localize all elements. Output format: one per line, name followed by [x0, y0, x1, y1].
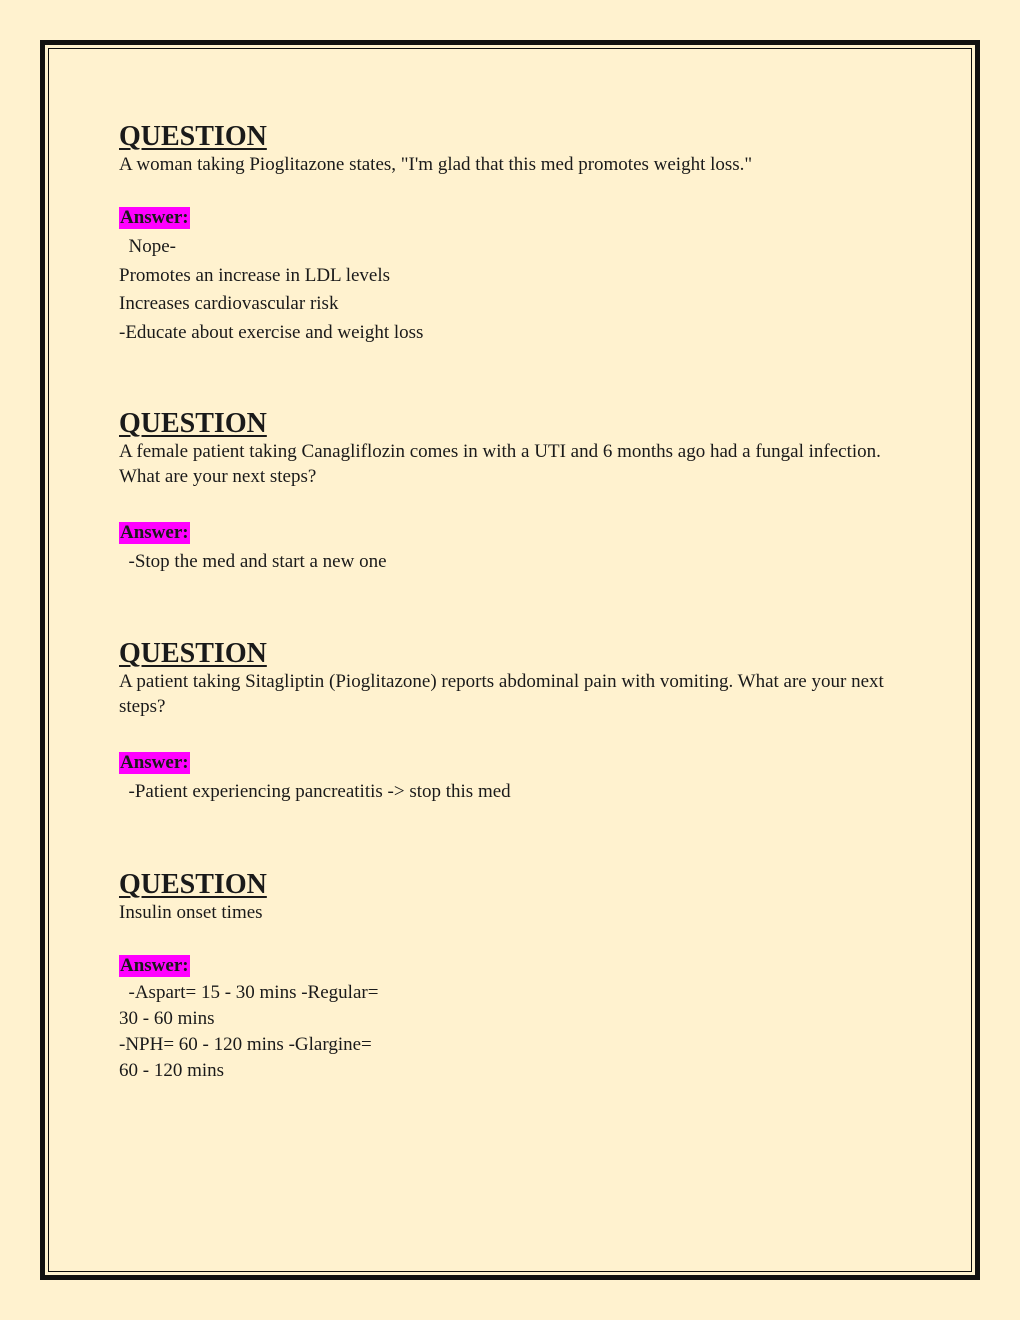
answer-label: Answer:	[120, 207, 189, 228]
answer-line: -Patient experiencing pancreatitis -> stop this med	[119, 781, 511, 802]
answer-line: 60 - 120 mins	[119, 1060, 225, 1081]
question-heading: QUESTION	[119, 408, 267, 439]
answer-label: Answer:	[120, 752, 189, 773]
question-text: A woman taking Pioglitazone states, "I'm glad that this med promotes weight loss."	[119, 154, 753, 175]
question-block-2	[119, 409, 909, 577]
answer-line: -Educate about exercise and weight loss	[119, 321, 424, 343]
answer-line: Promotes an increase in LDL levels	[119, 264, 391, 286]
question-block-3	[119, 639, 909, 807]
answer-label: Answer:	[120, 955, 189, 976]
answer-line: Increases cardiovascular risk	[119, 293, 339, 314]
question-block-1	[119, 122, 909, 347]
question-heading: QUESTION	[119, 121, 267, 152]
question-text: A patient taking Sitagliptin (Pioglitazone) reports abdominal pain with vomiting. What are your next steps?	[119, 671, 884, 717]
question-heading: QUESTION	[119, 869, 267, 900]
answer-line: 30 - 60 mins	[119, 1008, 215, 1029]
answer-line: Nope-	[119, 236, 176, 257]
answer-label: Answer:	[120, 522, 189, 543]
question-text: Insulin onset times	[119, 902, 263, 923]
answer-line: -Stop the med and start a new one	[119, 551, 387, 572]
question-block-4	[119, 870, 909, 1084]
answer-line: -NPH= 60 - 120 mins -Glargine=	[119, 1034, 372, 1055]
answer-line: -Aspart= 15 - 30 mins -Regular=	[119, 982, 379, 1003]
question-heading: QUESTION	[119, 638, 267, 669]
question-text: A female patient taking Canagliflozin comes in with a UTI and 6 months ago had a fungal infection. What are your next steps?	[119, 441, 881, 487]
